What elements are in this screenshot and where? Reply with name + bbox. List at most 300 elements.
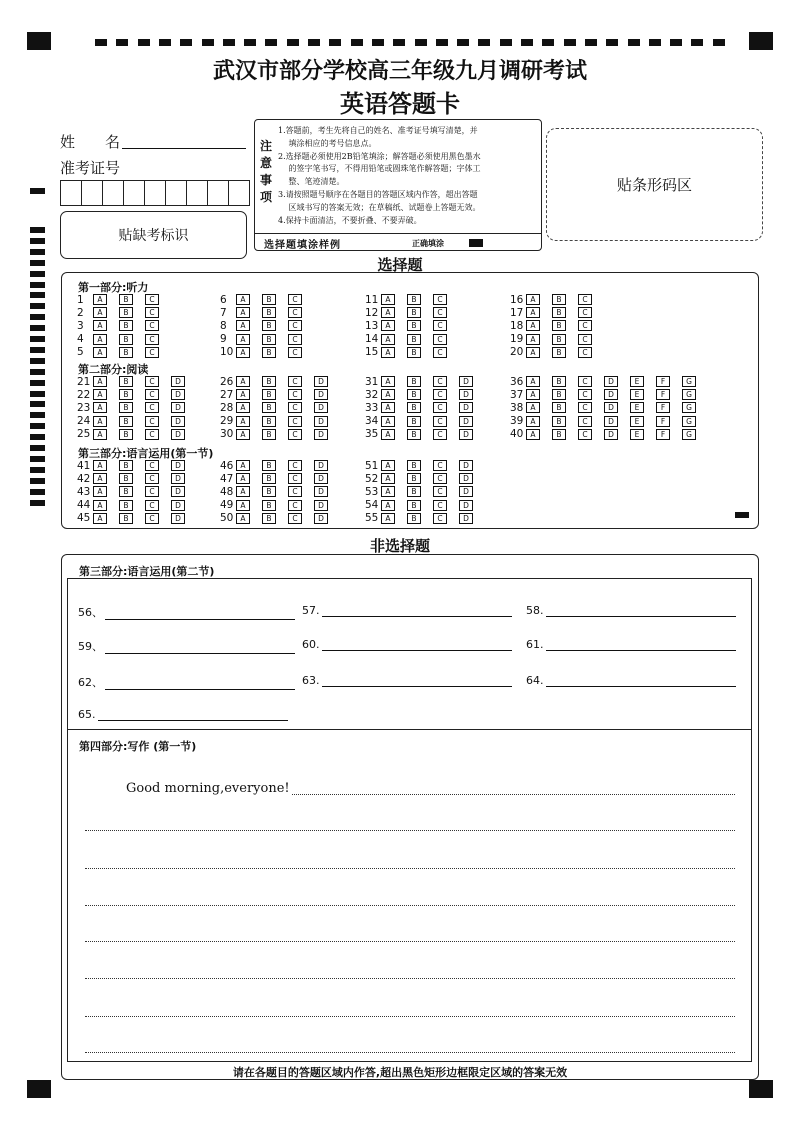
option-bubble[interactable]: D xyxy=(459,473,473,484)
option-bubble[interactable]: C xyxy=(578,402,592,413)
option-bubble[interactable]: A xyxy=(526,320,540,331)
option-bubble[interactable]: B xyxy=(119,320,133,331)
option-bubble[interactable]: D xyxy=(459,460,473,471)
option-bubble[interactable]: B xyxy=(552,320,566,331)
option-bubble[interactable]: A xyxy=(236,376,250,387)
option-bubble[interactable]: B xyxy=(262,416,276,427)
option-bubble[interactable]: A xyxy=(236,347,250,358)
option-bubble[interactable]: E xyxy=(630,389,644,400)
option-bubble[interactable]: C xyxy=(288,486,302,497)
option-bubble[interactable]: B xyxy=(119,416,133,427)
writing-line[interactable] xyxy=(85,941,735,942)
option-bubble[interactable]: C xyxy=(145,402,159,413)
timing-mark xyxy=(223,39,235,46)
option-bubble[interactable]: C xyxy=(145,347,159,358)
option-bubble[interactable]: B xyxy=(552,347,566,358)
exam-id-digit-box[interactable] xyxy=(102,180,124,206)
option-bubble[interactable]: B xyxy=(262,334,276,345)
question-row xyxy=(510,333,604,346)
option-bubble[interactable]: B xyxy=(119,376,133,387)
question-number: 54 xyxy=(365,499,379,512)
writing-line[interactable] xyxy=(85,905,735,906)
blank-answer-line[interactable] xyxy=(546,685,736,687)
question-number: 19 xyxy=(510,333,524,346)
option-bubble[interactable]: D xyxy=(459,513,473,524)
option-bubble[interactable]: C xyxy=(433,402,447,413)
option-bubble[interactable]: B xyxy=(407,473,421,484)
option-bubble[interactable]: B xyxy=(552,402,566,413)
option-bubble[interactable]: B xyxy=(119,402,133,413)
question-number: 17 xyxy=(510,306,524,319)
blank-answer-line[interactable] xyxy=(546,649,736,651)
option-bubble[interactable]: C xyxy=(433,473,447,484)
option-bubble[interactable]: C xyxy=(288,500,302,511)
option-bubble[interactable]: F xyxy=(656,376,670,387)
option-bubble[interactable]: E xyxy=(630,376,644,387)
option-bubble[interactable]: D xyxy=(459,500,473,511)
option-bubble[interactable]: A xyxy=(381,429,395,440)
option-bubble[interactable]: A xyxy=(236,402,250,413)
option-bubble[interactable]: B xyxy=(407,416,421,427)
option-bubble[interactable]: A xyxy=(236,294,250,305)
question-row xyxy=(365,472,485,485)
corner-mark-top-left xyxy=(27,32,51,50)
option-bubble[interactable]: B xyxy=(119,389,133,400)
option-bubble[interactable]: B xyxy=(262,376,276,387)
notice-divider xyxy=(255,233,541,234)
option-bubble[interactable]: C xyxy=(433,376,447,387)
blank-answer-line[interactable] xyxy=(322,615,512,617)
option-bubble[interactable]: B xyxy=(119,500,133,511)
option-bubble[interactable]: E xyxy=(630,429,644,440)
timing-mark xyxy=(585,39,597,46)
option-bubble[interactable]: G xyxy=(682,429,696,440)
option-bubble[interactable]: C xyxy=(145,486,159,497)
option-bubble[interactable]: D xyxy=(604,389,618,400)
option-bubble[interactable]: C xyxy=(578,376,592,387)
timing-mark xyxy=(436,39,448,46)
question-row xyxy=(365,306,459,319)
option-bubble[interactable]: D xyxy=(171,513,185,524)
option-bubble[interactable]: D xyxy=(171,429,185,440)
exam-id-digit-box[interactable] xyxy=(60,180,82,206)
exam-id-digit-box[interactable] xyxy=(123,180,145,206)
exam-id-digit-box[interactable] xyxy=(186,180,208,206)
option-bubble[interactable]: C xyxy=(433,500,447,511)
option-bubble[interactable]: D xyxy=(314,486,328,497)
writing-line[interactable] xyxy=(292,794,735,795)
option-bubble[interactable]: G xyxy=(682,416,696,427)
option-bubble[interactable]: B xyxy=(262,347,276,358)
option-bubble[interactable]: B xyxy=(119,473,133,484)
option-bubble[interactable]: C xyxy=(288,389,302,400)
blank-item[interactable] xyxy=(78,604,295,620)
writing-line[interactable] xyxy=(85,1016,735,1017)
option-bubble[interactable]: D xyxy=(314,473,328,484)
option-bubble[interactable]: A xyxy=(236,320,250,331)
option-bubble[interactable]: C xyxy=(578,416,592,427)
option-bubble[interactable]: G xyxy=(682,402,696,413)
option-bubble[interactable]: C xyxy=(145,416,159,427)
option-bubble[interactable]: C xyxy=(288,320,302,331)
option-bubble[interactable]: A xyxy=(236,416,250,427)
option-bubble[interactable]: D xyxy=(459,389,473,400)
question-row xyxy=(510,388,708,401)
timing-mark xyxy=(30,434,45,440)
option-bubble[interactable]: B xyxy=(407,294,421,305)
option-bubble[interactable]: C xyxy=(288,402,302,413)
option-bubble[interactable]: C xyxy=(578,320,592,331)
exam-id-digit-box[interactable] xyxy=(228,180,250,206)
option-bubble[interactable]: B xyxy=(407,347,421,358)
option-bubble[interactable]: D xyxy=(171,500,185,511)
option-bubble[interactable]: B xyxy=(552,389,566,400)
option-bubble[interactable]: B xyxy=(119,334,133,345)
option-bubble[interactable]: A xyxy=(93,320,107,331)
option-bubble[interactable]: B xyxy=(119,513,133,524)
option-bubble[interactable]: A xyxy=(381,460,395,471)
option-bubble[interactable]: B xyxy=(262,320,276,331)
writing-line[interactable] xyxy=(85,830,735,831)
blank-answer-line[interactable] xyxy=(105,652,295,654)
option-bubble[interactable]: A xyxy=(93,460,107,471)
blank-item[interactable] xyxy=(526,638,736,651)
question-row xyxy=(220,485,340,498)
option-bubble[interactable]: B xyxy=(407,460,421,471)
option-bubble[interactable]: A xyxy=(381,334,395,345)
option-bubble[interactable]: A xyxy=(381,347,395,358)
blank-number: 58. xyxy=(526,604,544,617)
option-bubble[interactable]: A xyxy=(526,389,540,400)
option-bubble[interactable]: D xyxy=(314,429,328,440)
question-number: 27 xyxy=(220,388,234,401)
blank-answer-line[interactable] xyxy=(322,649,512,651)
option-bubble[interactable]: A xyxy=(526,402,540,413)
option-bubble[interactable]: D xyxy=(171,416,185,427)
option-bubble[interactable]: B xyxy=(407,500,421,511)
option-bubble[interactable]: A xyxy=(236,460,250,471)
option-bubble[interactable]: A xyxy=(93,486,107,497)
option-bubble[interactable]: A xyxy=(526,347,540,358)
question-row xyxy=(220,306,314,319)
option-bubble[interactable]: C xyxy=(433,389,447,400)
option-bubble[interactable]: A xyxy=(526,307,540,318)
option-bubble[interactable]: D xyxy=(171,402,185,413)
blank-answer-line[interactable] xyxy=(105,688,295,690)
blank-answer-line[interactable] xyxy=(105,618,295,620)
option-bubble[interactable]: A xyxy=(93,294,107,305)
option-bubble[interactable]: A xyxy=(93,416,107,427)
option-bubble[interactable]: D xyxy=(314,402,328,413)
option-bubble[interactable]: C xyxy=(578,334,592,345)
option-bubble[interactable]: C xyxy=(433,486,447,497)
option-bubble[interactable]: B xyxy=(552,334,566,345)
option-bubble[interactable]: C xyxy=(288,294,302,305)
option-bubble[interactable]: B xyxy=(262,402,276,413)
writing-line[interactable] xyxy=(85,978,735,979)
question-row xyxy=(365,428,485,441)
option-bubble[interactable]: C xyxy=(433,347,447,358)
option-bubble[interactable]: G xyxy=(682,389,696,400)
option-bubble[interactable]: A xyxy=(236,486,250,497)
option-bubble[interactable]: A xyxy=(381,473,395,484)
option-bubble[interactable]: B xyxy=(407,307,421,318)
name-field[interactable] xyxy=(122,148,246,149)
option-bubble[interactable]: A xyxy=(93,347,107,358)
option-bubble[interactable]: A xyxy=(236,429,250,440)
option-bubble[interactable]: D xyxy=(314,416,328,427)
option-bubble[interactable]: B xyxy=(552,429,566,440)
corner-mark-bottom-left xyxy=(27,1080,51,1098)
option-bubble[interactable]: A xyxy=(93,307,107,318)
timing-mark xyxy=(30,238,45,244)
option-bubble[interactable]: B xyxy=(119,486,133,497)
question-row xyxy=(220,459,340,472)
blank-item[interactable] xyxy=(302,638,512,651)
option-bubble[interactable]: B xyxy=(407,376,421,387)
option-bubble[interactable]: C xyxy=(433,320,447,331)
option-bubble[interactable]: F xyxy=(656,389,670,400)
option-bubble[interactable]: A xyxy=(381,500,395,511)
blank-answer-line[interactable] xyxy=(98,719,288,721)
option-bubble[interactable]: D xyxy=(171,376,185,387)
timing-mark xyxy=(30,489,45,495)
question-number: 39 xyxy=(510,415,524,428)
option-bubble[interactable]: B xyxy=(262,486,276,497)
option-bubble[interactable]: C xyxy=(145,334,159,345)
option-bubble[interactable]: A xyxy=(381,389,395,400)
option-bubble[interactable]: D xyxy=(459,376,473,387)
timing-mark xyxy=(287,39,299,46)
option-bubble[interactable]: A xyxy=(526,416,540,427)
exam-id-digit-box[interactable] xyxy=(207,180,229,206)
option-bubble[interactable]: A xyxy=(93,513,107,524)
option-bubble[interactable]: C xyxy=(288,416,302,427)
option-bubble[interactable]: C xyxy=(433,513,447,524)
blank-item[interactable] xyxy=(78,674,295,690)
option-bubble[interactable]: B xyxy=(119,460,133,471)
option-bubble[interactable]: D xyxy=(459,416,473,427)
timing-mark xyxy=(478,39,490,46)
option-bubble[interactable]: G xyxy=(682,376,696,387)
option-bubble[interactable]: A xyxy=(93,402,107,413)
exam-id-digit-box[interactable] xyxy=(144,180,166,206)
option-bubble[interactable]: B xyxy=(552,416,566,427)
option-bubble[interactable]: A xyxy=(381,486,395,497)
option-bubble[interactable]: C xyxy=(145,294,159,305)
option-bubble[interactable]: D xyxy=(604,402,618,413)
option-bubble[interactable]: B xyxy=(552,376,566,387)
option-bubble[interactable]: D xyxy=(171,473,185,484)
option-bubble[interactable]: D xyxy=(604,416,618,427)
option-bubble[interactable]: B xyxy=(407,389,421,400)
option-bubble[interactable]: A xyxy=(381,294,395,305)
option-bubble[interactable]: D xyxy=(171,389,185,400)
blank-item[interactable] xyxy=(526,674,736,687)
option-bubble[interactable]: B xyxy=(119,429,133,440)
option-bubble[interactable]: A xyxy=(236,334,250,345)
writing-line[interactable] xyxy=(85,868,735,869)
exam-id-digit-box[interactable] xyxy=(165,180,187,206)
option-bubble[interactable]: C xyxy=(288,460,302,471)
question-number: 26 xyxy=(220,375,234,388)
answer-sheet-title: 英语答题卡 xyxy=(340,90,460,118)
option-bubble[interactable]: C xyxy=(145,320,159,331)
notice-item: 填涂相应的考号信息点。 xyxy=(278,138,377,148)
blank-item[interactable] xyxy=(78,708,288,721)
option-bubble[interactable]: E xyxy=(630,402,644,413)
option-bubble[interactable]: C xyxy=(288,473,302,484)
option-bubble[interactable]: D xyxy=(314,376,328,387)
option-bubble[interactable]: B xyxy=(119,307,133,318)
option-bubble[interactable]: C xyxy=(578,294,592,305)
option-bubble[interactable]: D xyxy=(459,402,473,413)
option-bubble[interactable]: D xyxy=(604,376,618,387)
option-bubble[interactable]: C xyxy=(145,460,159,471)
option-bubble[interactable]: A xyxy=(93,473,107,484)
option-bubble[interactable]: C xyxy=(433,416,447,427)
option-bubble[interactable]: D xyxy=(459,486,473,497)
question-column xyxy=(510,293,604,359)
option-bubble[interactable]: F xyxy=(656,416,670,427)
timing-mark xyxy=(30,391,45,397)
option-bubble[interactable]: C xyxy=(145,429,159,440)
option-bubble[interactable]: F xyxy=(656,402,670,413)
option-bubble[interactable]: A xyxy=(381,513,395,524)
option-bubble[interactable]: A xyxy=(381,376,395,387)
option-bubble[interactable]: B xyxy=(407,513,421,524)
option-bubble[interactable]: A xyxy=(526,376,540,387)
option-bubble[interactable]: C xyxy=(288,347,302,358)
option-bubble[interactable]: B xyxy=(552,294,566,305)
option-bubble[interactable]: E xyxy=(630,416,644,427)
option-bubble[interactable]: A xyxy=(381,307,395,318)
option-bubble[interactable]: A xyxy=(93,389,107,400)
option-bubble[interactable]: C xyxy=(433,334,447,345)
option-bubble[interactable]: C xyxy=(145,376,159,387)
option-bubble[interactable]: C xyxy=(288,334,302,345)
exam-id-boxes[interactable] xyxy=(60,180,250,206)
option-bubble[interactable]: C xyxy=(145,513,159,524)
option-bubble[interactable]: D xyxy=(314,513,328,524)
option-bubble[interactable]: B xyxy=(262,389,276,400)
question-column xyxy=(77,293,171,359)
option-bubble[interactable]: C xyxy=(578,389,592,400)
timing-mark xyxy=(116,39,128,46)
question-row xyxy=(220,512,340,525)
option-bubble[interactable]: C xyxy=(578,347,592,358)
blank-item[interactable] xyxy=(78,638,295,654)
option-bubble[interactable]: C xyxy=(145,473,159,484)
option-bubble[interactable]: D xyxy=(604,429,618,440)
option-bubble[interactable]: C xyxy=(433,307,447,318)
option-bubble[interactable]: B xyxy=(262,307,276,318)
option-bubble[interactable]: A xyxy=(526,334,540,345)
corner-mark-bottom-right xyxy=(749,1080,773,1098)
option-bubble[interactable]: D xyxy=(171,460,185,471)
option-bubble[interactable]: D xyxy=(314,500,328,511)
option-bubble[interactable]: B xyxy=(407,486,421,497)
option-bubble[interactable]: C xyxy=(578,429,592,440)
option-bubble[interactable]: B xyxy=(262,429,276,440)
option-bubble[interactable]: A xyxy=(236,473,250,484)
option-bubble[interactable]: A xyxy=(93,376,107,387)
option-bubble[interactable]: A xyxy=(526,429,540,440)
question-row xyxy=(220,428,340,441)
blank-item[interactable] xyxy=(302,604,512,617)
option-bubble[interactable]: C xyxy=(578,307,592,318)
option-bubble[interactable]: B xyxy=(407,429,421,440)
option-bubble[interactable]: A xyxy=(381,320,395,331)
option-bubble[interactable]: C xyxy=(145,500,159,511)
option-bubble[interactable]: A xyxy=(93,334,107,345)
option-bubble[interactable]: C xyxy=(433,460,447,471)
question-row xyxy=(77,319,171,332)
option-bubble[interactable]: C xyxy=(433,429,447,440)
question-row xyxy=(365,401,485,414)
question-number: 32 xyxy=(365,388,379,401)
option-bubble[interactable]: B xyxy=(262,294,276,305)
option-bubble[interactable]: F xyxy=(656,429,670,440)
option-bubble[interactable]: C xyxy=(288,307,302,318)
option-bubble[interactable]: C xyxy=(288,429,302,440)
option-bubble[interactable]: D xyxy=(314,389,328,400)
blank-item[interactable] xyxy=(302,674,512,687)
option-bubble[interactable]: C xyxy=(288,376,302,387)
timing-mark xyxy=(95,39,107,46)
missing-exam-box[interactable] xyxy=(60,211,247,259)
question-number: 9 xyxy=(220,333,227,346)
option-bubble[interactable]: A xyxy=(381,416,395,427)
option-bubble[interactable]: A xyxy=(236,307,250,318)
option-bubble[interactable]: C xyxy=(433,294,447,305)
option-bubble[interactable]: A xyxy=(381,402,395,413)
option-bubble[interactable]: A xyxy=(93,429,107,440)
option-bubble[interactable]: B xyxy=(262,460,276,471)
option-bubble[interactable]: B xyxy=(552,307,566,318)
question-row xyxy=(220,319,314,332)
option-bubble[interactable]: D xyxy=(459,429,473,440)
option-bubble[interactable]: B xyxy=(407,402,421,413)
option-bubble[interactable]: A xyxy=(236,389,250,400)
option-bubble[interactable]: B xyxy=(119,347,133,358)
blank-item[interactable] xyxy=(526,604,736,617)
option-bubble[interactable]: B xyxy=(262,513,276,524)
option-bubble[interactable]: C xyxy=(145,307,159,318)
option-bubble[interactable]: B xyxy=(407,334,421,345)
blank-answer-line[interactable] xyxy=(546,615,736,617)
option-bubble[interactable]: D xyxy=(171,486,185,497)
option-bubble[interactable]: B xyxy=(262,500,276,511)
option-bubble[interactable]: C xyxy=(145,389,159,400)
option-bubble[interactable]: C xyxy=(288,513,302,524)
option-bubble[interactable]: A xyxy=(236,513,250,524)
option-bubble[interactable]: B xyxy=(407,320,421,331)
option-bubble[interactable]: A xyxy=(526,294,540,305)
option-bubble[interactable]: D xyxy=(314,460,328,471)
writing-line[interactable] xyxy=(85,1052,735,1053)
question-row xyxy=(220,499,340,512)
blank-number: 63. xyxy=(302,674,320,687)
option-bubble[interactable]: A xyxy=(236,500,250,511)
question-row xyxy=(220,293,314,306)
blank-number: 59、 xyxy=(78,640,103,653)
exam-id-digit-box[interactable] xyxy=(81,180,103,206)
option-bubble[interactable]: B xyxy=(262,473,276,484)
option-bubble[interactable]: A xyxy=(93,500,107,511)
blank-answer-line[interactable] xyxy=(322,685,512,687)
option-bubble[interactable]: B xyxy=(119,294,133,305)
